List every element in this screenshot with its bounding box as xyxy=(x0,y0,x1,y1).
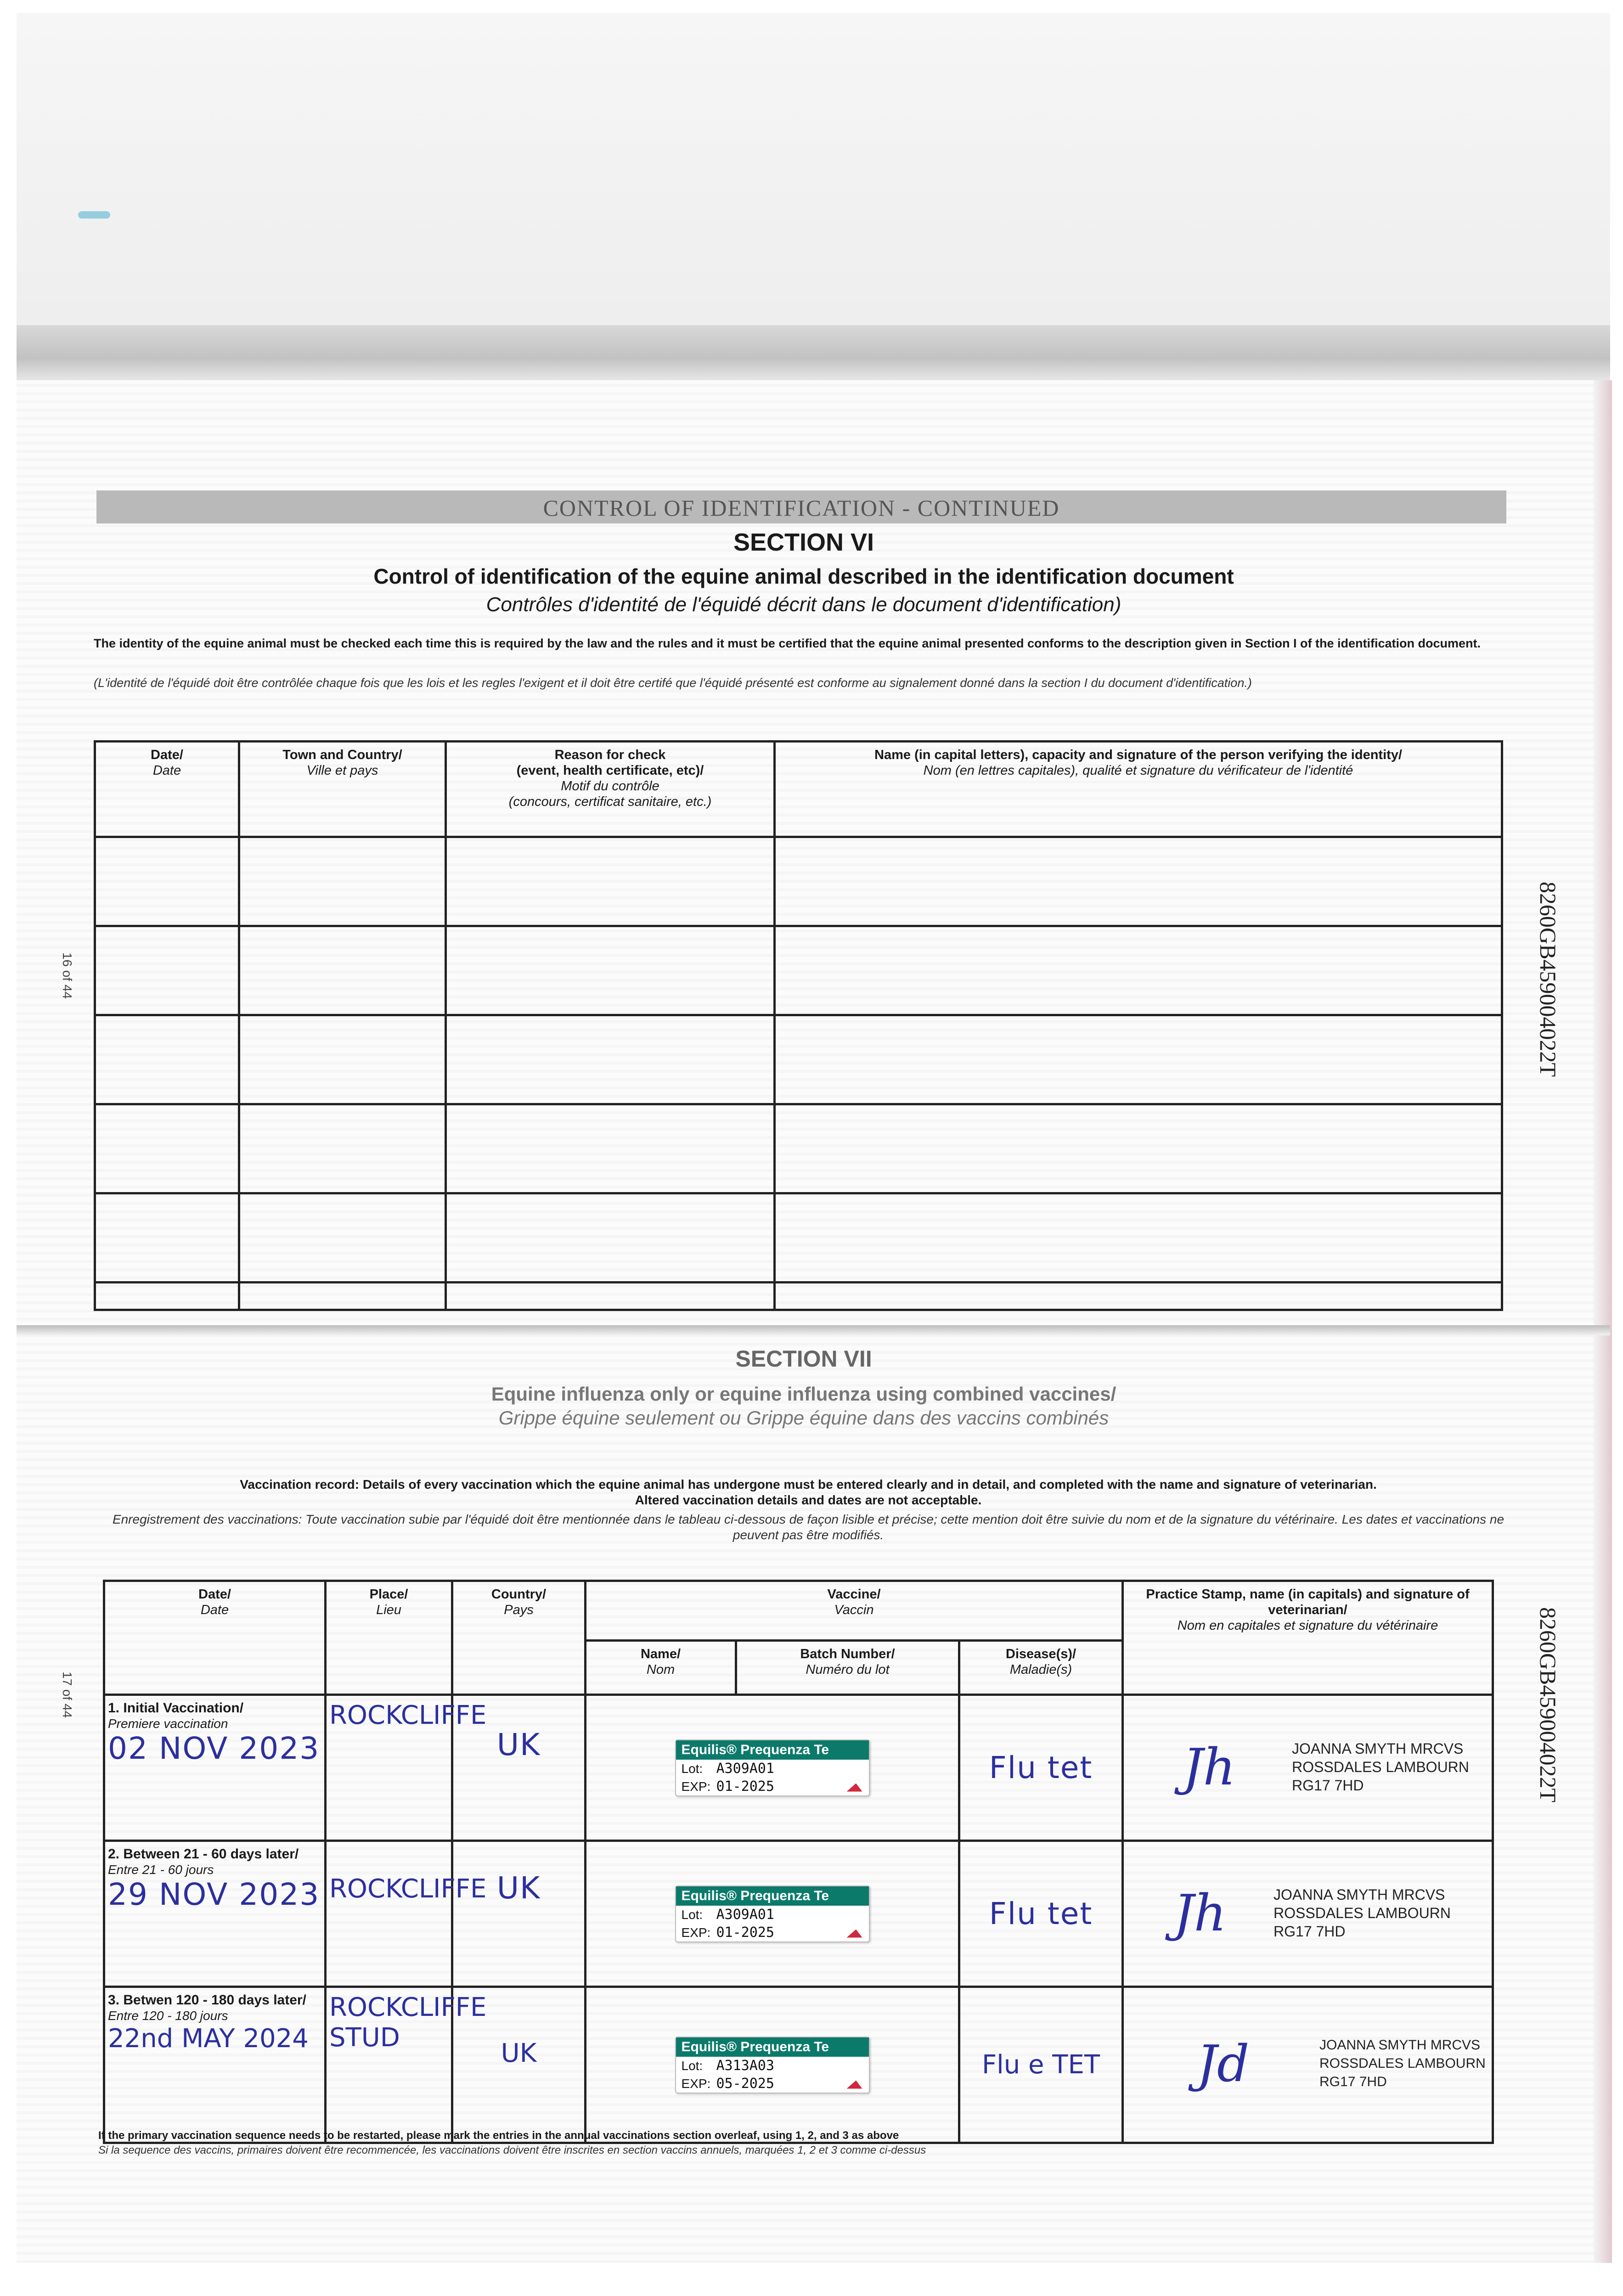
lot-number: A309A01 xyxy=(716,1760,774,1777)
lot-label: Lot: xyxy=(681,1761,703,1776)
exp-label: EXP: xyxy=(681,1779,711,1794)
vet-signature: Jd xyxy=(1196,2034,1250,2093)
side-id-code: 8260GB459004022T xyxy=(1535,882,1561,1077)
cell[interactable] xyxy=(775,1193,1502,1283)
section-vii-heading: SECTION VII xyxy=(735,1346,872,1372)
cell[interactable] xyxy=(446,1015,775,1104)
vaccination-record-intro: Vaccination record: Details of every vaccination which the equine animal has undergone must be entered clearly and in detail, and completed with the name and signature of veterinarian. Altered vaccination details and dates are not acceptable. xyxy=(240,1477,1377,1507)
stamp-cell[interactable] xyxy=(1123,1841,1493,1987)
cell[interactable] xyxy=(239,926,446,1015)
cell[interactable] xyxy=(446,837,775,926)
dose-cell[interactable]: 2. Between 21 - 60 days later/ Entre 21 - 60 jours 29 NOV 2023 xyxy=(104,1841,326,1987)
handwritten-place: ROCKCLIFFE xyxy=(329,1700,487,1730)
table-row xyxy=(104,1695,1493,1841)
cell[interactable] xyxy=(95,1015,239,1104)
cell[interactable] xyxy=(239,837,446,926)
stamp-cell[interactable] xyxy=(1123,1695,1493,1841)
cell[interactable] xyxy=(775,926,1502,1015)
vaccination-record-intro-fr: Enregistrement des vaccinations: Toute vaccination subie par l'équidé doit être mentionnée dans le tableau ci-dessous de façon lisible et précise; cette mention doit être suivie du nom et de la signature du vétérinaire. Les dates et vaccinations ne peuvent pas être modifiés. xyxy=(112,1512,1505,1542)
table-row xyxy=(95,1104,1502,1193)
col-batch-number: Batch Number/ Numéro du lot xyxy=(736,1641,959,1695)
handwritten-disease: Flu tet xyxy=(989,1750,1093,1785)
col-reason: Reason for check (event, health certificate, etc)/ Motif du contrôle (concours, certificat sanitaire, etc.) xyxy=(446,742,775,837)
dose-cell[interactable]: 1. Initial Vaccination/ Premiere vaccination 02 NOV 2023 xyxy=(104,1695,326,1841)
col-practice-stamp: Practice Stamp, name (in capitals) and signature of veterinarian/ Nom en capitales et signature du vétérinaire xyxy=(1123,1581,1493,1695)
dose-cell[interactable]: 3. Betwen 120 - 180 days later/ Entre 120 - 180 jours 22nd MAY 2024 xyxy=(104,1987,326,2143)
cell[interactable] xyxy=(239,1015,446,1104)
cell[interactable] xyxy=(446,1104,775,1193)
cell[interactable] xyxy=(239,1193,446,1283)
cell[interactable] xyxy=(446,1193,775,1283)
col-date: Date/ Date xyxy=(95,742,239,837)
section-vi-intro: The identity of the equine animal must be checked each time this is required by the law and the rules and it must be certified that the equine animal presented conforms to the description given in Section I of the identification document. xyxy=(94,636,1481,650)
table-row xyxy=(95,926,1502,1015)
expiry-date: 01-2025 xyxy=(716,1924,774,1941)
place-cell[interactable] xyxy=(326,1695,487,1841)
col-vaccine: Vaccine/ Vaccin xyxy=(586,1581,1123,1641)
vaccine-brand: Equilis® Prequenza Te xyxy=(676,1740,869,1760)
handwritten-date: 29 NOV 2023 xyxy=(108,1877,320,1912)
country-cell[interactable] xyxy=(452,1841,586,1987)
page-number-17: 17 of 44 xyxy=(60,1671,74,1718)
col-verifier: Name (in capital letters), capacity and signature of the person verifying the identity/ Nom (en lettres capitales), qualité et signature du vérificateur de l'identité xyxy=(775,742,1502,837)
vaccine-brand: Equilis® Prequenza Te xyxy=(676,1886,869,1906)
practice-stamp: JOANNA SMYTH MRCVS ROSSDALES LAMBOURN RG17 7HD xyxy=(1319,2037,1486,2089)
lot-label: Lot: xyxy=(681,1907,703,1922)
handwritten-place: ROCKCLIFFE STUD xyxy=(329,1992,487,2053)
cell[interactable] xyxy=(95,1283,239,1310)
side-id-code: 8260GB459004022T xyxy=(1535,1607,1561,1802)
col-date: Date/ Date xyxy=(104,1581,326,1695)
section-vi-heading: SECTION VI xyxy=(733,529,874,556)
cell[interactable] xyxy=(775,837,1502,926)
handwritten-country: UK xyxy=(496,1870,541,1906)
vaccination-table xyxy=(103,1580,1494,2144)
disease-cell[interactable] xyxy=(959,1987,1123,2143)
col-town-country: Town and Country/ Ville et pays xyxy=(239,742,446,837)
vaccine-label-cell[interactable] xyxy=(586,1987,959,2143)
col-vaccine-name: Name/ Nom xyxy=(586,1641,736,1695)
lot-number: A309A01 xyxy=(716,1906,774,1923)
col-country: Country/ Pays xyxy=(452,1581,586,1695)
vaccine-sticker xyxy=(675,1739,870,1796)
expiry-date: 01-2025 xyxy=(716,1778,774,1795)
disease-cell[interactable] xyxy=(959,1695,1123,1841)
practice-stamp: JOANNA SMYTH MRCVS ROSSDALES LAMBOURN RG17 7HD xyxy=(1292,1740,1469,1794)
ink-smudge xyxy=(78,211,110,219)
page-spine-shadow xyxy=(17,325,1610,380)
cell[interactable] xyxy=(239,1104,446,1193)
cell[interactable] xyxy=(775,1283,1502,1310)
cell[interactable] xyxy=(95,1104,239,1193)
handwritten-date: 02 NOV 2023 xyxy=(108,1731,320,1766)
col-disease: Disease(s)/ Maladie(s) xyxy=(959,1641,1123,1695)
table-row xyxy=(95,1283,1502,1310)
table-row xyxy=(95,1015,1502,1104)
cell[interactable] xyxy=(95,926,239,1015)
expiry-date: 05-2025 xyxy=(716,2075,774,2092)
place-cell[interactable] xyxy=(326,1841,487,1987)
lot-number: A313A03 xyxy=(716,2057,774,2074)
section-vi-intro-fr: (L'identité de l'équidé doit être contrôlée chaque fois que les lois et les regles l'exigent et il doit être certifé que l'équidé présenté est conforme au signalement donné dans la section I du document d'identification.) xyxy=(94,676,1252,690)
table-row xyxy=(95,1193,1502,1283)
table-header-row xyxy=(95,742,1502,837)
table-row xyxy=(95,837,1502,926)
vaccine-label-cell[interactable] xyxy=(586,1841,959,1987)
page-number-16: 16 of 44 xyxy=(60,952,74,999)
cell[interactable] xyxy=(239,1283,446,1310)
table-header-row xyxy=(104,1581,1493,1641)
page-edge xyxy=(1594,380,1612,2263)
cell[interactable] xyxy=(775,1104,1502,1193)
handwritten-disease: Flu e TET xyxy=(981,2049,1100,2080)
footnote-fr: Si la sequence des vaccins, primaires doivent être recommencée, les vaccinations doivent être inscrites en section vaccins annuels, marquées 1, 2 et 3 comme ci-dessus xyxy=(98,2144,926,2156)
section-vii-title: Equine influenza only or equine influenza using combined vaccines/ xyxy=(491,1383,1116,1405)
handwritten-country: UK xyxy=(501,2038,537,2068)
cell[interactable] xyxy=(775,1015,1502,1104)
vaccine-brand: Equilis® Prequenza Te xyxy=(676,2037,869,2057)
practice-stamp: JOANNA SMYTH MRCVS ROSSDALES LAMBOURN RG17 7HD xyxy=(1274,1886,1451,1940)
section-vii-title-fr: Grippe équine seulement ou Grippe équine dans des vaccins combinés xyxy=(498,1407,1109,1429)
vaccine-sticker xyxy=(675,2037,870,2093)
footnote: If the primary vaccination sequence needs to be restarted, please mark the entries in the annual vaccinations section overleaf, using 1, 2, and 3 as above xyxy=(98,2129,899,2142)
section-vi-title: Control of identification of the equine animal described in the identification document xyxy=(373,564,1234,588)
section-band-title: CONTROL OF IDENTIFICATION - CONTINUED xyxy=(96,490,1506,523)
col-place: Place/ Lieu xyxy=(326,1581,452,1695)
handwritten-disease: Flu tet xyxy=(989,1896,1093,1931)
cell[interactable] xyxy=(446,926,775,1015)
vaccine-sticker xyxy=(675,1885,870,1942)
handwritten-date: 22nd MAY 2024 xyxy=(108,2024,309,2054)
cell[interactable] xyxy=(95,1193,239,1283)
lot-label: Lot: xyxy=(681,2058,703,2073)
exp-label: EXP: xyxy=(681,1925,711,1940)
stamp-cell[interactable] xyxy=(1123,1987,1493,2143)
exp-label: EXP: xyxy=(681,2076,711,2091)
vet-signature: Jh xyxy=(1173,1884,1227,1942)
vet-signature: Jh xyxy=(1183,1738,1236,1796)
scan-background-top xyxy=(17,13,1610,325)
vaccine-label-cell[interactable] xyxy=(586,1695,959,1841)
section-vi-title-fr: Contrôles d'identité de l'équidé décrit dans le document d'identification) xyxy=(486,593,1121,616)
handwritten-place: ROCKCLIFFE xyxy=(329,1874,487,1904)
table-row xyxy=(104,1841,1493,1987)
cell[interactable] xyxy=(446,1283,775,1310)
disease-cell[interactable] xyxy=(959,1841,1123,1987)
handwritten-country: UK xyxy=(496,1727,541,1762)
cell[interactable] xyxy=(95,837,239,926)
identity-check-table xyxy=(94,740,1503,1311)
place-cell[interactable] xyxy=(326,1987,487,2143)
table-row xyxy=(104,1987,1493,2143)
page-fold xyxy=(17,1325,1610,1335)
